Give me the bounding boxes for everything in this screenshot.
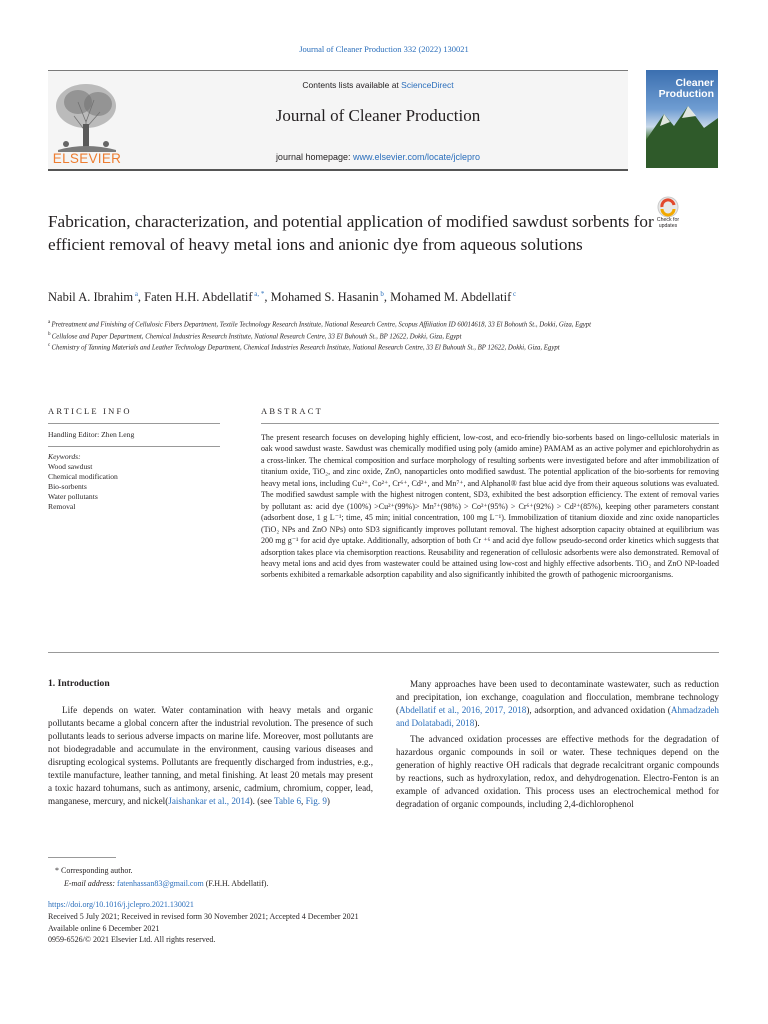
received-dates: Received 5 July 2021; Received in revised form 30 November 2021; Accepted 4 December 2021 bbox=[48, 912, 359, 921]
journal-title: Journal of Cleaner Production bbox=[275, 106, 481, 125]
abstract-rule-top bbox=[261, 423, 719, 424]
author-name[interactable]: Faten H.H. Abdellatif bbox=[144, 290, 253, 305]
author-affiliation-marker[interactable]: a, * bbox=[252, 290, 265, 298]
email-link[interactable]: fatenhassan83@gmail.com bbox=[117, 879, 204, 888]
keywords-label: Keywords: bbox=[48, 452, 81, 461]
keyword-item: Bio-sorbents bbox=[48, 482, 87, 491]
ref-jaishankar[interactable]: Jaishankar et al., 2014 bbox=[168, 796, 250, 806]
affiliation-text: Cellulose and Paper Department, Chemical Industries Research Institute, National Research Centre, 33 El Buhouth St., BP 12622, Dokki, Giza, Egypt bbox=[51, 332, 462, 340]
handling-editor: Handling Editor: Zhen Leng bbox=[48, 430, 135, 439]
author-separator: , bbox=[264, 290, 271, 305]
intro-p2-mid: ), adsorption, and advanced oxidation ( bbox=[526, 705, 671, 715]
author-affiliation-marker[interactable]: c bbox=[511, 290, 517, 298]
affiliation-marker: a bbox=[48, 320, 52, 325]
cover-title bbox=[646, 78, 714, 100]
email-label: E-mail address: bbox=[64, 879, 118, 888]
article-info-rule bbox=[48, 423, 220, 424]
affiliation-item bbox=[48, 318, 708, 330]
footnote-rule bbox=[48, 857, 116, 858]
abstract-text: The present research focuses on developing highly efficient, low-cost, and eco-friendly bio-sorbents based on lingo-cellulosic materials in oak wood sawdust waste. Sawdust was chemically modified using poly (amido amine) PAMAM as an active polymer and epichlorohydrin as a cross-linker. The chemical composition and surface morphology of resulting sorbents were investigated before and after immobilization of titanium oxide, TiO₂, and zinc oxide, ZnO, nanoparticles onto modified sawdust. The potential application of the bio-sorbents for removing heavy metal ions, including Cu²⁺, Co²⁺, Cr⁶⁺, Cd²⁺, and Mn⁷⁺, and Alphanol® fast blue acid dye from their aqueous solutions was evaluated. The modified sawdust sample with the highest nitrogen content, SD3, exhibited the best adsorption efficiency. The extent of removal varies by pollutant as: acid dye (100%) >Cu²⁺(99%)> Mn⁷⁺(98%) > Co²⁺(95%) > Cr⁶⁺(92%) > Cd²⁺(85%), keeping other parameters constant (adsorbent dose, 1 g L⁻¹; time, 45 min; initial concentration, 100 mg L⁻¹). Immobilization of titanium dioxide and zinc oxide nanoparticles (TiO₂ NPs and ZnO NPs) onto SD3 significantly improves pollutant removal. The highest adsorption capacity obtained at equilibrium was 200 mg g⁻¹ for acid dye uptake. Additionally, adsorption of both Cr ⁺⁶ and acid dye follow pseudo-second order kinetics which suggests that adsorption takes place via chemisorption reactions. Reusability and regeneration of cellulosic adsorbents were also demonstrated. Removal of heavy metal ions and acid dyes from wastewater could be attained using low-cost and highly effective adsorbents. TiO₂ and ZnO NP-loaded sorbents exhibited a remarkable adsorption capability and also significantly inhibited the growth of pathogenic microorganisms. bbox=[261, 433, 719, 580]
email-name: (F.H.H. Abdellatif). bbox=[203, 879, 269, 888]
intro-left-column bbox=[48, 704, 373, 808]
elsevier-wordmark: ELSEVIER bbox=[52, 151, 122, 166]
affiliation-marker: b bbox=[48, 331, 52, 337]
available-online: Available online 6 December 2021 bbox=[48, 924, 160, 933]
journal-cover-image[interactable] bbox=[646, 70, 718, 168]
affiliation-item bbox=[48, 330, 708, 342]
sciencedirect-link[interactable]: ScienceDirect bbox=[401, 80, 454, 90]
affiliation-text: Pretreatment and Finishing of Cellulosic Fibers Department, Textile Technology Research Institute, National Research Centre, Scopus Affiliation ID 60014618, 33 El Bohouth St., Dokki, Giza, Egypt bbox=[51, 321, 592, 329]
article-info-heading: ARTICLE INFO bbox=[48, 406, 132, 416]
keywords-list bbox=[48, 462, 118, 512]
intro-right-column bbox=[396, 678, 719, 811]
introduction-heading: 1. Introduction bbox=[48, 678, 110, 689]
journal-homepage-line bbox=[130, 152, 626, 162]
journal-citation-link[interactable]: Journal of Cleaner Production 332 (2022) 130021 bbox=[299, 44, 469, 54]
author-name[interactable]: Mohamed S. Hasanin bbox=[270, 290, 379, 305]
affiliation-text: Chemistry of Tanning Materials and Leather Technology Department, Chemical Industries Research Institute, National Research Centre, 33 El Buhouth St., BP 12622, Dokki, Giza, Egypt bbox=[51, 344, 560, 352]
intro-p2-text: Many approaches have been used to decontaminate wastewater, such as reduction and precipitation, ion exchange, coagulation and flocculation, membrane technology ( bbox=[396, 679, 719, 715]
affiliation-list bbox=[48, 318, 708, 353]
homepage-prefix: journal homepage: bbox=[275, 152, 353, 162]
author-separator: , bbox=[137, 290, 145, 305]
homepage-link[interactable]: www.elsevier.com/locate/jclepro bbox=[353, 152, 481, 162]
keyword-item: Chemical modification bbox=[48, 472, 118, 481]
ref-abdellatif[interactable]: Abdellatif et al., 2016, 2017, 2018 bbox=[399, 705, 527, 715]
keyword-item: Removal bbox=[48, 502, 76, 511]
abstract-rule-bottom bbox=[48, 652, 719, 653]
author-name[interactable]: Nabil A. Ibrahim bbox=[48, 290, 134, 305]
corresponding-author-note: * Corresponding author. bbox=[55, 866, 133, 875]
cover-title-line2: Production bbox=[658, 88, 714, 100]
abstract-heading: ABSTRACT bbox=[261, 406, 323, 416]
cover-title-line1: Cleaner bbox=[675, 77, 714, 89]
affiliation-item bbox=[48, 341, 708, 353]
intro-paragraph-1 bbox=[48, 704, 373, 808]
keywords-rule bbox=[48, 446, 220, 447]
author-list bbox=[48, 290, 688, 305]
contents-prefix: Contents lists available at bbox=[302, 80, 402, 90]
keyword-item: Water pollutants bbox=[48, 492, 98, 501]
author-separator: , bbox=[383, 290, 391, 305]
author-name[interactable]: Mohamed M. Abdellatif bbox=[390, 290, 512, 305]
intro-p1-sep: , bbox=[301, 796, 306, 806]
check-for-updates-badge[interactable] bbox=[648, 193, 688, 233]
affiliation-marker: c bbox=[48, 343, 52, 349]
email-line bbox=[64, 878, 268, 889]
intro-paragraph-2 bbox=[396, 678, 719, 730]
keyword-item: Wood sawdust bbox=[48, 462, 93, 471]
ref-ahmadzadeh[interactable]: Ahmadzadeh and Dolatabadi, 2018 bbox=[396, 705, 719, 728]
contents-available-line bbox=[130, 80, 626, 90]
intro-paragraph-3: The advanced oxidation processes are effective methods for the degradation of hazardous organic compounds in soil or water. These techniques depend on the generation of highly reactive OH radicals that degrade recalcitrant organic compounds by reactions, such as hydroxylation, redox, and dehydrogenation. Electro-Fenton is an example of advanced oxidation. This process uses an electrochemical method for degradation of organic compounds, including 2,4-dichlorophenol bbox=[396, 734, 719, 809]
ref-table-6[interactable]: Table 6 bbox=[274, 796, 302, 806]
author-affiliation-marker[interactable]: a bbox=[133, 290, 138, 298]
ref-fig-9[interactable]: Fig. 9 bbox=[305, 796, 327, 806]
intro-p1-mid: ). (see bbox=[249, 796, 275, 806]
article-title: Fabrication, characterization, and potential application of modified sawdust sorbents for efficient removal of heavy metal ions and anionic dye from aqueous solutions bbox=[48, 212, 654, 254]
author-affiliation-marker[interactable]: b bbox=[378, 290, 384, 298]
doi-link[interactable]: https://doi.org/10.1016/j.jclepro.2021.130021 bbox=[48, 900, 194, 909]
check-updates-label: Check for updates bbox=[656, 217, 680, 229]
intro-p1-end: ) bbox=[326, 796, 330, 806]
intro-p2-end: ). bbox=[474, 718, 480, 728]
copyright-line: 0959-6526/© 2021 Elsevier Ltd. All rights reserved. bbox=[48, 935, 216, 944]
intro-p1-text: Life depends on water. Water contamination with heavy metals and organic pollutants became a global concern after the industrial revolution. The presence of such pollutants leads to serious adverse impacts on marine life. Moreover, most pollutants are not biodegradable and accumulate in the environment, causing various diseases and disrupting ecological systems. Pollutants are frequently discharged from industries, e.g., textile manufacture, leather tanning, and metal finishing. At least 20 metals may present a toxic hazard tohumans, such as antimony, arsenic, cadmium, chromium, copper, lead, manganese, mercury, and nickel( bbox=[48, 705, 373, 806]
